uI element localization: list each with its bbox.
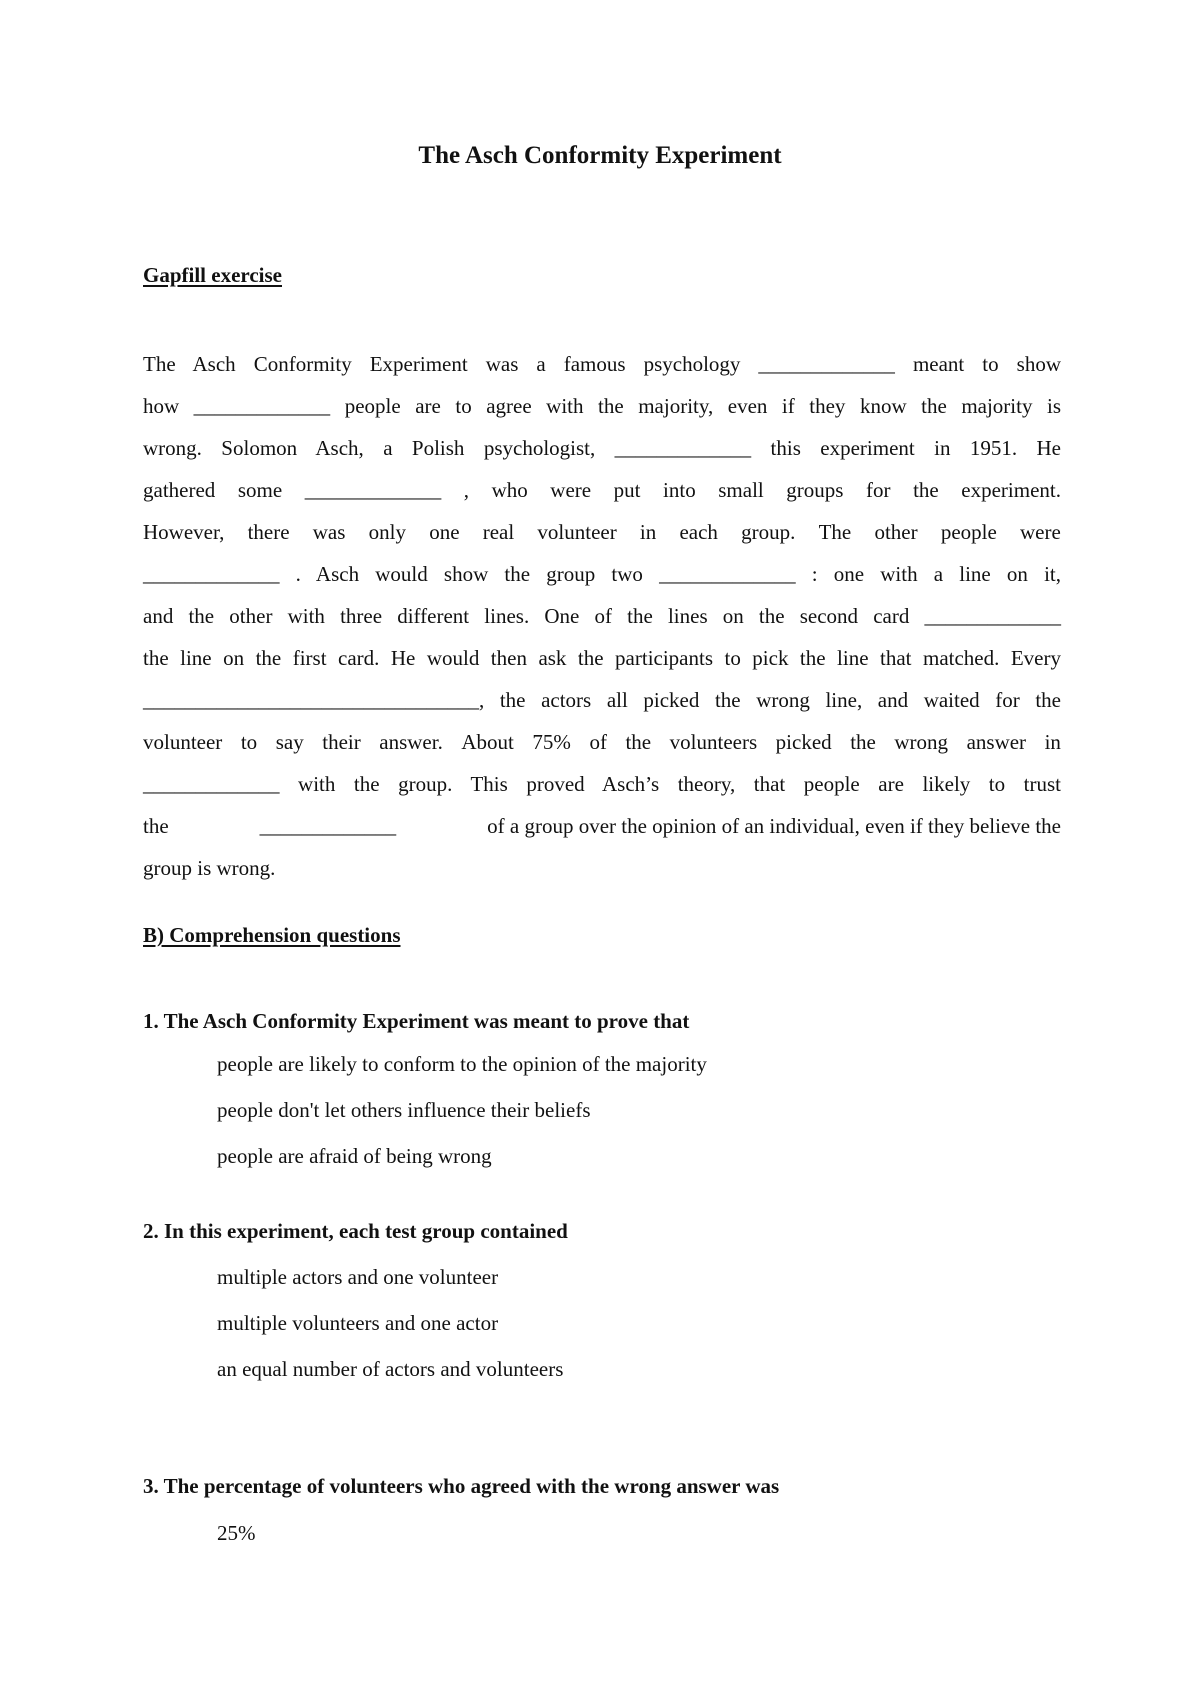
- comprehension-heading: B) Comprehension questions: [143, 923, 401, 947]
- passage-text: The: [818, 520, 852, 544]
- passage-text: the: [143, 814, 169, 838]
- passage-text: how _____________ people are to agree with the majority, even if they know the majority is: [143, 394, 1061, 418]
- passage-line: [143, 721, 1061, 763]
- passage-text: _____________ . Asch would show the group two _____________ : one with a line on it,: [143, 562, 1061, 586]
- passage-line: [143, 553, 1061, 595]
- passage-text: were: [1020, 520, 1061, 544]
- passage-text: the: [913, 478, 939, 502]
- passage-text: to: [240, 730, 258, 754]
- passage-line: [143, 847, 1061, 889]
- passage-text: volunteer: [143, 730, 223, 754]
- gapfill-passage: [143, 343, 1061, 889]
- passage-text: into: [663, 478, 696, 502]
- passage-text: group.: [741, 520, 796, 544]
- question-2: 2. In this experiment, each test group contained: [143, 1219, 568, 1243]
- passage-line: [143, 469, 1061, 511]
- question-1: 1. The Asch Conformity Experiment was meant to prove that: [143, 1009, 690, 1033]
- passage-text: of a group over the opinion of an individual, even if they believe the: [487, 814, 1061, 838]
- passage-line: [143, 427, 1061, 469]
- passage-text: About: [461, 730, 514, 754]
- question-3: 3. The percentage of volunteers who agreed with the wrong answer was: [143, 1474, 780, 1498]
- page-title: The Asch Conformity Experiment: [418, 142, 782, 169]
- passage-text: in: [639, 520, 657, 544]
- passage-text: _____________: [259, 814, 397, 838]
- passage-text: people: [940, 520, 997, 544]
- passage-text: small: [718, 478, 764, 502]
- passage-text: ________________________________, the actors all picked the wrong line, and waited for the: [143, 688, 1061, 712]
- passage-line: [143, 343, 1061, 385]
- passage-line: [143, 805, 1061, 847]
- passage-text: _____________: [304, 478, 442, 502]
- question-1-option: people are afraid of being wrong: [217, 1144, 492, 1168]
- passage-text: the: [625, 730, 652, 754]
- passage-text: However,: [143, 520, 225, 544]
- question-3-option: 25%: [217, 1521, 256, 1545]
- passage-text: one: [429, 520, 460, 544]
- passage-text: say: [275, 730, 304, 754]
- question-2-options: [217, 1262, 563, 1400]
- question-2-option: multiple volunteers and one actor: [217, 1311, 499, 1335]
- passage-text: each: [679, 520, 718, 544]
- passage-text: _____________ with the group. This proved Asch’s theory, that people are likely to trust: [143, 772, 1061, 796]
- question-3-options: [217, 1518, 256, 1564]
- passage-text: some: [237, 478, 283, 502]
- passage-line: [143, 637, 1061, 679]
- passage-text: picked: [775, 730, 832, 754]
- passage-text: of: [589, 730, 607, 754]
- question-2-option: multiple actors and one volunteer: [217, 1265, 499, 1289]
- passage-text: and the other with three different lines. One of the lines on the second card _____________: [143, 604, 1061, 628]
- passage-text: ,: [463, 478, 470, 502]
- passage-text: were: [550, 478, 592, 502]
- passage-line: [143, 679, 1061, 721]
- passage-text: answer.: [379, 730, 443, 754]
- passage-text: only: [368, 520, 406, 544]
- passage-text: 75%: [532, 730, 571, 754]
- passage-text: in: [1044, 730, 1061, 754]
- passage-text: groups: [786, 478, 844, 502]
- passage-text: put: [613, 478, 641, 502]
- passage-text: other: [874, 520, 918, 544]
- passage-text: wrong. Solomon Asch, a Polish psychologist, _____________ this experiment in 1951. He: [143, 436, 1061, 460]
- passage-text: for: [866, 478, 891, 502]
- passage-text: wrong: [894, 730, 949, 754]
- passage-text: volunteer: [537, 520, 617, 544]
- gapfill-heading: Gapfill exercise: [143, 263, 282, 287]
- passage-text: there: [247, 520, 290, 544]
- passage-line: [143, 763, 1061, 805]
- passage-line: [143, 385, 1061, 427]
- passage-line: [143, 511, 1061, 553]
- passage-text: volunteers: [669, 730, 758, 754]
- passage-line: [143, 595, 1061, 637]
- passage-text: real: [482, 520, 515, 544]
- passage-text: the: [850, 730, 876, 754]
- passage-text: group is wrong.: [143, 856, 276, 880]
- question-1-options: [217, 1049, 707, 1187]
- question-1-option: people don't let others influence their beliefs: [217, 1098, 591, 1122]
- passage-text: the line on the first card. He would then ask the participants to pick the line that matched. Every: [143, 646, 1061, 670]
- question-1-option: people are likely to conform to the opinion of the majority: [217, 1052, 707, 1076]
- passage-text: answer: [966, 730, 1027, 754]
- question-2-option: an equal number of actors and volunteers: [217, 1357, 564, 1381]
- passage-text: gathered: [143, 478, 216, 502]
- passage-text: The Asch Conformity Experiment was a famous psychology _____________ meant to show: [143, 352, 1061, 376]
- passage-text: their: [322, 730, 361, 754]
- passage-text: experiment.: [961, 478, 1061, 502]
- passage-text: was: [312, 520, 346, 544]
- passage-text: who: [491, 478, 528, 502]
